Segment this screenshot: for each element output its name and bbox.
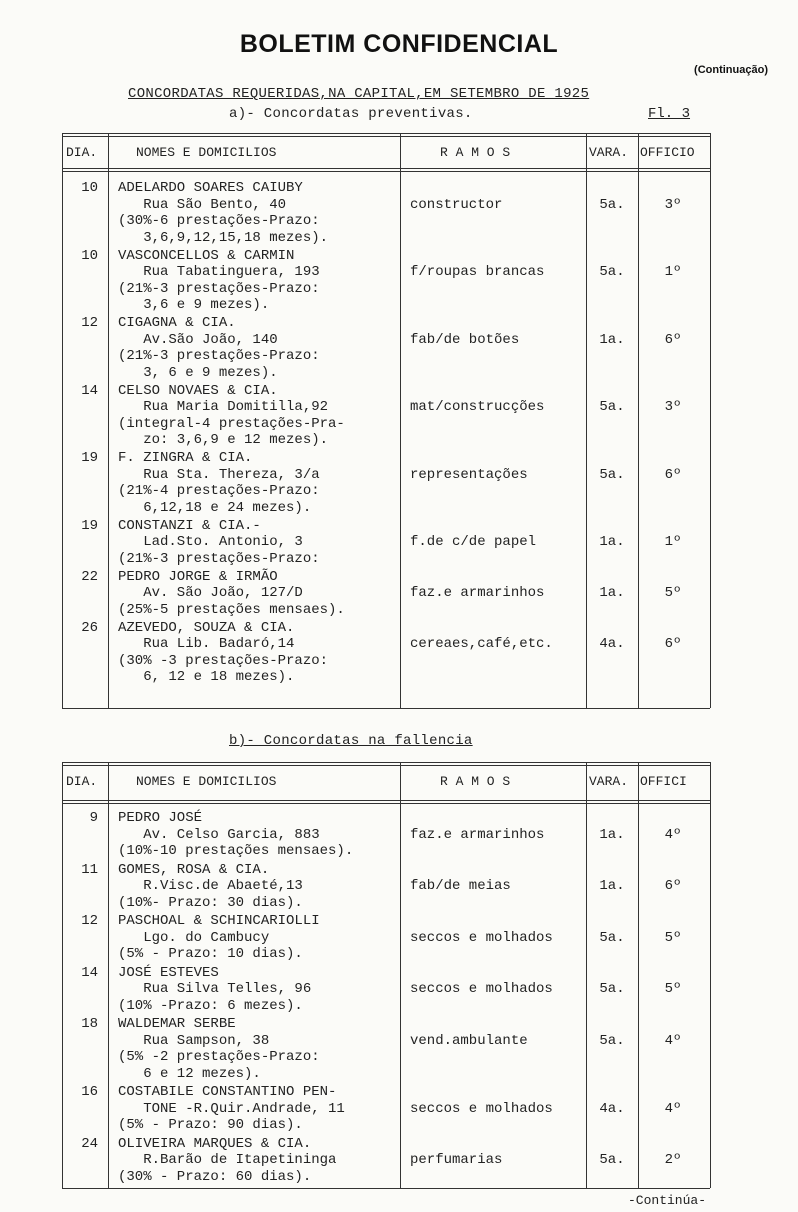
row-ramo: seccos e molhados xyxy=(410,1100,553,1117)
row-vara: 5a. xyxy=(599,929,625,946)
row-day: 10 xyxy=(81,180,98,196)
row-vara: 5a. xyxy=(599,196,625,213)
row-day: 14 xyxy=(81,382,98,399)
row-day: 19 xyxy=(81,517,98,534)
row-vara: 4a. xyxy=(599,1100,625,1117)
row-oficio: 1º xyxy=(664,264,682,280)
column-divider xyxy=(400,133,401,708)
row-day: 12 xyxy=(81,315,98,331)
row-name-address: GOMES, ROSA & CIA. R.Visc.de Abaeté,13 (10%- Prazo: 30 dias). xyxy=(118,861,303,911)
row-ramo: f/roupas brancas xyxy=(410,264,545,280)
row-vara: 5a. xyxy=(599,981,625,997)
row-name-address: PEDRO JOSÉ Av. Celso Garcia, 883 (10%-10 prestações mensaes). xyxy=(118,810,354,859)
column-divider xyxy=(400,762,401,1188)
row-name-address: CONSTANZI & CIA.- Lad.Sto. Antonio, 3 (21%-3 prestações-Prazo: xyxy=(118,517,320,567)
continua-label: -Continúa- xyxy=(627,1193,706,1208)
folio-number: Fl. 3 xyxy=(648,106,691,122)
section-a-title: a)- Concordatas preventivas. xyxy=(229,106,473,122)
row-day: 18 xyxy=(81,1016,98,1032)
row-name-address: AZEVEDO, SOUZA & CIA. Rua Lib. Badaró,14 (30% -3 prestações-Prazo: 6, 12 e 18 mezes). xyxy=(118,619,329,685)
row-vara: 5a. xyxy=(599,1032,625,1049)
row-vara: 5a. xyxy=(599,264,625,280)
row-name-address: COSTABILE CONSTANTINO PEN- TONE -R.Quir.Andrade, 11 (5% - Prazo: 90 dias). xyxy=(118,1084,345,1133)
column-divider xyxy=(638,133,639,708)
table-top-rule xyxy=(62,133,710,134)
row-ramo: vend.ambulante xyxy=(410,1032,528,1049)
column-divider xyxy=(586,133,587,708)
table-top-rule xyxy=(62,762,710,763)
table-header-rule xyxy=(62,171,710,172)
row-name-address: JOSÉ ESTEVES Rua Silva Telles, 96 (10% -Prazo: 6 mezes). xyxy=(118,964,312,1014)
row-ramo: seccos e molhados xyxy=(410,929,553,946)
row-vara: 4a. xyxy=(599,636,625,652)
row-vara: 1a. xyxy=(599,331,625,348)
row-day: 16 xyxy=(81,1084,98,1100)
row-ramo: representações xyxy=(410,466,528,483)
row-name-address: PEDRO JORGE & IRMÃO Av. São João, 127/D (25%-5 prestações mensaes). xyxy=(118,568,345,618)
row-oficio: 3º xyxy=(664,196,682,213)
column-header: VARA. xyxy=(589,145,629,160)
column-header: NOMES E DOMICILIOS xyxy=(136,774,277,789)
table-header-rule xyxy=(62,168,710,169)
row-vara: 5a. xyxy=(599,1152,625,1168)
row-name-address: OLIVEIRA MARQUES & CIA. R.Barão de Itapetininga (30% - Prazo: 60 dias). xyxy=(118,1135,337,1185)
document-subtitle: CONCORDATAS REQUERIDAS,NA CAPITAL,EM SETEMBRO DE 1925 xyxy=(128,86,590,102)
column-header: OFFICIO xyxy=(640,145,695,160)
row-day: 10 xyxy=(81,247,98,264)
row-ramo: faz.e armarinhos xyxy=(410,826,545,843)
column-divider xyxy=(710,762,711,1188)
row-name-address: VASCONCELLOS & CARMIN Rua Tabatinguera, 193 (21%-3 prestações-Prazo: 3,6 e 9 mezes). xyxy=(118,247,320,313)
column-divider xyxy=(62,133,63,708)
column-divider xyxy=(108,762,109,1188)
row-ramo: mat/construcções xyxy=(410,399,545,415)
row-oficio: 5º xyxy=(664,929,682,946)
section-b-title: b)- Concordatas na fallencia xyxy=(229,733,473,749)
row-ramo: cereaes,café,etc. xyxy=(410,636,553,652)
row-name-address: CIGAGNA & CIA. Av.São João, 140 (21%-3 prestações-Prazo: 3, 6 e 9 mezes). xyxy=(118,315,320,381)
row-oficio: 1º xyxy=(664,534,682,550)
row-oficio: 5º xyxy=(664,981,682,997)
row-oficio: 2º xyxy=(664,1152,682,1168)
row-day: 9 xyxy=(89,810,98,826)
continuacao-label: (Continuação) xyxy=(694,64,768,76)
row-day: 14 xyxy=(81,964,98,981)
row-oficio: 5º xyxy=(664,585,682,601)
row-day: 22 xyxy=(81,568,98,585)
table-top-rule xyxy=(62,136,710,137)
column-divider xyxy=(108,133,109,708)
page-title: BOLETIM CONFIDENCIAL xyxy=(239,30,559,58)
column-header: VARA. xyxy=(589,774,629,789)
row-name-address: F. ZINGRA & CIA. Rua Sta. Thereza, 3/a (21%-4 prestações-Prazo: 6,12,18 e 24 mezes). xyxy=(118,450,320,516)
row-ramo: fab/de meias xyxy=(410,878,511,894)
row-name-address: ADELARDO SOARES CAIUBY Rua São Bento, 40 (30%-6 prestações-Prazo: 3,6,9,12,15,18 mezes). xyxy=(118,180,329,246)
row-ramo: fab/de botões xyxy=(410,331,520,348)
column-divider xyxy=(62,762,63,1188)
row-day: 12 xyxy=(81,913,98,929)
row-vara: 5a. xyxy=(599,466,625,483)
row-oficio: 4º xyxy=(664,1032,682,1049)
table-header-rule xyxy=(62,803,710,804)
table-top-rule xyxy=(62,765,710,766)
row-oficio: 4º xyxy=(664,826,682,843)
row-vara: 1a. xyxy=(599,878,625,894)
row-name-address: WALDEMAR SERBE Rua Sampson, 38 (5% -2 prestações-Prazo: 6 e 12 mezes). xyxy=(118,1016,320,1082)
row-ramo: perfumarias xyxy=(410,1152,503,1168)
table-header-rule xyxy=(62,800,710,801)
row-vara: 1a. xyxy=(599,826,625,843)
column-divider xyxy=(638,762,639,1188)
row-oficio: 6º xyxy=(664,878,682,894)
row-ramo: constructor xyxy=(410,196,503,213)
row-oficio: 6º xyxy=(664,331,682,348)
row-ramo: faz.e armarinhos xyxy=(410,585,545,601)
row-oficio: 6º xyxy=(664,466,682,483)
column-header: NOMES E DOMICILIOS xyxy=(136,145,277,160)
row-oficio: 3º xyxy=(664,399,682,415)
row-name-address: PASCHOAL & SCHINCARIOLLI Lgo. do Cambucy (5% - Prazo: 10 dias). xyxy=(118,913,320,962)
column-header: R A M O S xyxy=(440,145,511,160)
column-header: OFFICI xyxy=(640,774,687,789)
row-day: 11 xyxy=(81,861,98,878)
row-day: 26 xyxy=(81,619,98,636)
row-vara: 5a. xyxy=(599,399,625,415)
column-divider xyxy=(710,133,711,708)
column-header: R A M O S xyxy=(440,774,511,789)
column-header: DIA. xyxy=(66,774,98,789)
column-header: DIA. xyxy=(66,145,98,160)
table-bottom-rule xyxy=(62,1188,710,1189)
row-day: 19 xyxy=(81,450,98,466)
table-bottom-rule xyxy=(62,708,710,709)
row-oficio: 4º xyxy=(664,1100,682,1117)
row-vara: 1a. xyxy=(599,585,625,601)
row-name-address: CELSO NOVAES & CIA. Rua Maria Domitilla,92 (integral-4 prestações-Pra- zo: 3,6,9 e 12 mezes). xyxy=(118,382,345,448)
row-ramo: f.de c/de papel xyxy=(410,534,537,550)
row-vara: 1a. xyxy=(599,534,625,550)
row-day: 24 xyxy=(81,1135,98,1152)
row-oficio: 6º xyxy=(664,636,682,652)
row-ramo: seccos e molhados xyxy=(410,981,553,997)
